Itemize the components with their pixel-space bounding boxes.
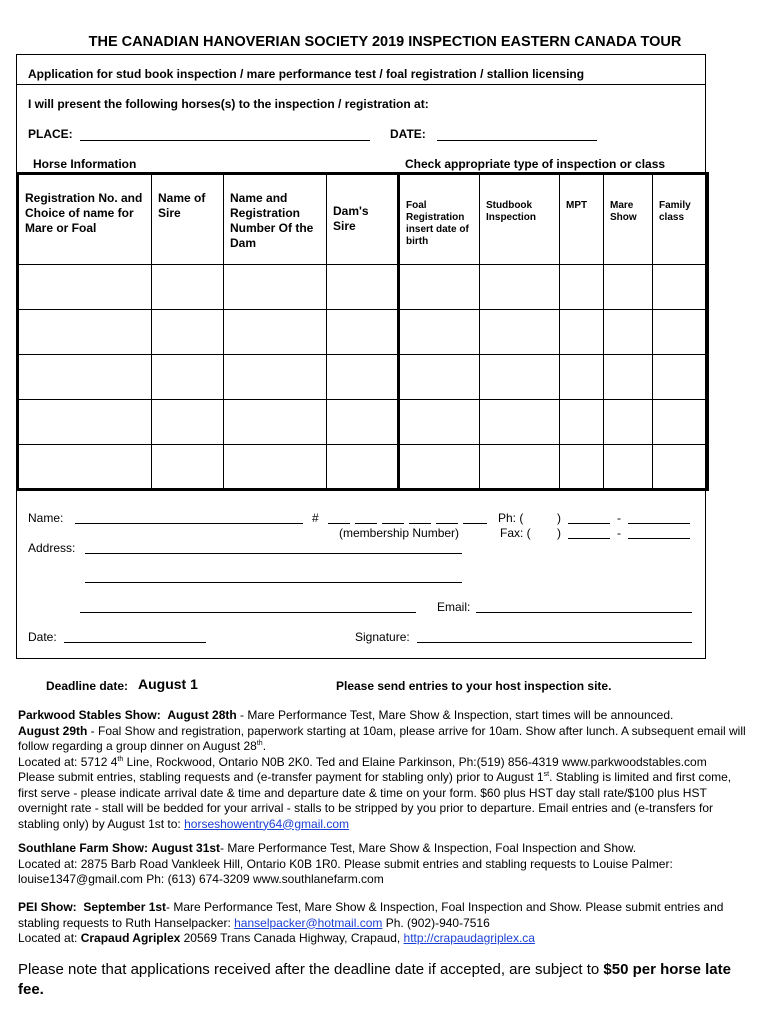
table-cell[interactable] bbox=[604, 400, 653, 445]
header-family-class: Family class bbox=[653, 174, 708, 265]
header-sire: Name of Sire bbox=[152, 174, 224, 265]
table-cell[interactable] bbox=[560, 445, 604, 490]
period: . bbox=[262, 739, 267, 753]
table-cell[interactable] bbox=[399, 355, 480, 400]
table-cell[interactable] bbox=[653, 445, 708, 490]
place-label: PLACE: bbox=[28, 127, 73, 141]
table-cell[interactable] bbox=[604, 265, 653, 310]
table-row bbox=[18, 400, 708, 445]
parkwood-text-1: - Mare Performance Test, Mare Show & Inspection, start times will be announced. bbox=[236, 708, 674, 722]
table-cell[interactable] bbox=[152, 355, 224, 400]
header-registration: Registration No. and Choice of name for Mare or Foal bbox=[18, 174, 152, 265]
table-cell[interactable] bbox=[18, 445, 152, 490]
table-cell[interactable] bbox=[560, 310, 604, 355]
header-dams-sire: Dam's Sire bbox=[327, 174, 399, 265]
table-cell[interactable] bbox=[399, 445, 480, 490]
table-cell[interactable] bbox=[224, 265, 327, 310]
parkwood-email-link[interactable]: horseshowentry64@gmail.com bbox=[184, 816, 350, 831]
table-cell[interactable] bbox=[399, 400, 480, 445]
fax-exchange-field[interactable] bbox=[568, 538, 610, 539]
table-cell[interactable] bbox=[327, 445, 399, 490]
table-cell[interactable] bbox=[480, 265, 560, 310]
phone-dash: - bbox=[617, 511, 621, 525]
email-label: Email: bbox=[437, 600, 471, 614]
membership-digit-field[interactable] bbox=[328, 523, 350, 524]
inspection-date-field[interactable] bbox=[437, 140, 597, 141]
pei-website-link[interactable]: http://crapaudagriplex.ca bbox=[403, 931, 535, 945]
table-cell[interactable] bbox=[18, 265, 152, 310]
header-mare-show: Mare Show bbox=[604, 174, 653, 265]
parkwood-date-2: August 29th bbox=[18, 723, 88, 738]
table-cell[interactable] bbox=[18, 400, 152, 445]
late-fee-text: Please note that applications received after the deadline date if accepted, are subject to bbox=[18, 961, 604, 978]
table-cell[interactable] bbox=[224, 355, 327, 400]
superscript: th bbox=[117, 755, 124, 763]
southlane-text-2: Located at: 2875 Barb Road Vankleek Hill, Ontario K0B 1R0. Please submit entries and stabling requests to Louise Palmer: louise1347@gmail.com Ph: (613) 674-3209 www.southlanefarm.com bbox=[18, 856, 673, 886]
superscript: st bbox=[543, 771, 550, 778]
pei-name: PEI Show: bbox=[18, 900, 77, 914]
parkwood-location-rest: Line, Rockwood, Ontario N0B 2K0. Ted and Elaine Parkinson, Ph:(519) 856-4319 www.parkwoodstables.com bbox=[123, 754, 707, 769]
table-header-row bbox=[18, 174, 708, 265]
table-cell[interactable] bbox=[604, 310, 653, 355]
pei-text-1: - Mare Performance Test, Mare Show & Inspection, Foal Inspection and Show. Please submit entries and stabling requests to Ruth Hanselpacker: bbox=[18, 900, 724, 930]
table-cell[interactable] bbox=[653, 400, 708, 445]
parkwood-section bbox=[18, 708, 753, 832]
phone-label: Ph: ( bbox=[498, 511, 524, 525]
table-cell[interactable] bbox=[224, 310, 327, 355]
table-row bbox=[18, 265, 708, 310]
membership-digit-field[interactable] bbox=[409, 523, 431, 524]
send-entries-note: Please send entries to your host inspection site. bbox=[336, 679, 612, 693]
parkwood-location: Located at: 5712 4 bbox=[18, 754, 118, 769]
table-cell[interactable] bbox=[560, 265, 604, 310]
pei-location-label: Located at: bbox=[18, 931, 81, 945]
address-line-1[interactable] bbox=[85, 553, 462, 554]
place-field[interactable] bbox=[80, 140, 370, 141]
header-dam: Name and Registration Number Of the Dam bbox=[224, 174, 327, 265]
fax-number-field[interactable] bbox=[628, 538, 690, 539]
parkwood-date: August 28th bbox=[167, 708, 237, 722]
name-field[interactable] bbox=[75, 523, 303, 524]
late-fee-amount: $50 per horse late fee. bbox=[18, 961, 731, 998]
pei-location-name: Crapaud Agriplex bbox=[80, 931, 181, 945]
southlane-section bbox=[18, 841, 753, 888]
table-cell[interactable] bbox=[480, 310, 560, 355]
parkwood-submit: Please submit entries, stabling requests and (e-transfer payment for stabling only) prior to August 1 bbox=[18, 770, 544, 784]
pei-location-address: 20569 Trans Canada Highway, Crapaud, bbox=[180, 931, 404, 945]
table-cell[interactable] bbox=[152, 265, 224, 310]
present-horses-statement: I will present the following horses(s) to the inspection / registration at: bbox=[28, 97, 429, 111]
divider bbox=[16, 84, 706, 85]
fax-label: Fax: ( bbox=[500, 526, 531, 540]
horse-table bbox=[16, 172, 709, 491]
table-cell[interactable] bbox=[152, 445, 224, 490]
name-label: Name: bbox=[28, 511, 64, 525]
southlane-name: Southlane Farm Show: bbox=[18, 841, 149, 855]
signature-field[interactable] bbox=[417, 642, 692, 643]
membership-digit-field[interactable] bbox=[436, 523, 458, 524]
date-label: Date: bbox=[28, 630, 57, 644]
table-cell[interactable] bbox=[653, 310, 708, 355]
signature-label: Signature: bbox=[355, 630, 410, 644]
table-cell[interactable] bbox=[224, 400, 327, 445]
table-row bbox=[18, 355, 708, 400]
deadline-label: Deadline date: bbox=[46, 679, 129, 693]
membership-digit-field[interactable] bbox=[382, 523, 404, 524]
pei-phone: Ph. (902)-940-7516 bbox=[382, 915, 490, 930]
table-cell[interactable] bbox=[480, 400, 560, 445]
page-title: THE CANADIAN HANOVERIAN SOCIETY 2019 INSPECTION EASTERN CANADA TOUR bbox=[88, 34, 682, 50]
table-cell[interactable] bbox=[152, 400, 224, 445]
pei-email-link[interactable]: hanselpacker@hotmail.com bbox=[234, 915, 383, 930]
parkwood-text-2: - Foal Show and registration, paperwork starting at 10am, please arrive for 10am. Show after lunch. A subsequent email will follow regarding a group dinner on August 28 bbox=[18, 723, 746, 753]
phone-number-field[interactable] bbox=[628, 523, 690, 524]
table-cell[interactable] bbox=[653, 355, 708, 400]
email-field[interactable] bbox=[476, 612, 692, 613]
table-row bbox=[18, 310, 708, 355]
membership-digit-field[interactable] bbox=[355, 523, 377, 524]
table-cell[interactable] bbox=[18, 310, 152, 355]
table-cell[interactable] bbox=[224, 445, 327, 490]
table-cell[interactable] bbox=[327, 265, 399, 310]
superscript: th bbox=[256, 740, 263, 747]
pei-section bbox=[18, 900, 753, 947]
address-line-2[interactable] bbox=[85, 582, 462, 583]
late-fee-notice bbox=[18, 960, 758, 1000]
deadline-date: August 1 bbox=[138, 676, 198, 692]
parkwood-name: Parkwood Stables Show: bbox=[18, 708, 161, 722]
membership-digit-field[interactable] bbox=[463, 523, 487, 524]
header-mpt: MPT bbox=[560, 174, 604, 265]
table-row bbox=[18, 445, 708, 490]
parkwood-submit-rest: . Stabling is limited and first come, first serve - please indicate arrival date & time and departure date & time on your form. $60 plus HST day stall rate/$100 plus HST overnight rate - stall will be bedded for your arrival - stalls to be stripped by you prior to departure. Email entries and (e-transfers for stabling only) by August 1st to: bbox=[18, 770, 732, 831]
application-types-line: Application for stud book inspection / mare performance test / foal registration / stallion licensing bbox=[28, 67, 585, 81]
table-cell[interactable] bbox=[480, 355, 560, 400]
inspection-date-label: DATE: bbox=[390, 127, 426, 141]
phone-paren: ) bbox=[557, 511, 561, 525]
fax-dash: - bbox=[617, 526, 621, 540]
table-cell[interactable] bbox=[327, 355, 399, 400]
membership-hash: # bbox=[312, 511, 319, 525]
phone-exchange-field[interactable] bbox=[568, 523, 610, 524]
table-cell[interactable] bbox=[653, 265, 708, 310]
address-line-3[interactable] bbox=[80, 612, 416, 613]
southlane-date: August 31st bbox=[151, 841, 221, 855]
header-studbook: Studbook Inspection bbox=[480, 174, 560, 265]
fax-paren: ) bbox=[557, 526, 561, 540]
table-cell[interactable] bbox=[399, 265, 480, 310]
table-cell[interactable] bbox=[152, 310, 224, 355]
table-cell[interactable] bbox=[560, 355, 604, 400]
table-cell[interactable] bbox=[604, 355, 653, 400]
membership-number-label: (membership Number) bbox=[339, 526, 460, 540]
table-cell[interactable] bbox=[399, 310, 480, 355]
southlane-text-1: - Mare Performance Test, Mare Show & Inspection, Foal Inspection and Show. bbox=[220, 841, 637, 855]
header-foal-registration: Foal Registration insert date of birth bbox=[399, 174, 480, 265]
table-cell[interactable] bbox=[18, 355, 152, 400]
table-cell[interactable] bbox=[560, 400, 604, 445]
table-cell[interactable] bbox=[327, 310, 399, 355]
inspection-type-heading: Check appropriate type of inspection or class bbox=[405, 157, 666, 171]
table-cell[interactable] bbox=[327, 400, 399, 445]
address-label: Address: bbox=[28, 541, 76, 555]
date-field[interactable] bbox=[64, 642, 206, 643]
horse-information-heading: Horse Information bbox=[33, 157, 137, 171]
pei-date: September 1st bbox=[83, 900, 167, 914]
table-cell[interactable] bbox=[604, 445, 653, 490]
table-cell[interactable] bbox=[480, 445, 560, 490]
